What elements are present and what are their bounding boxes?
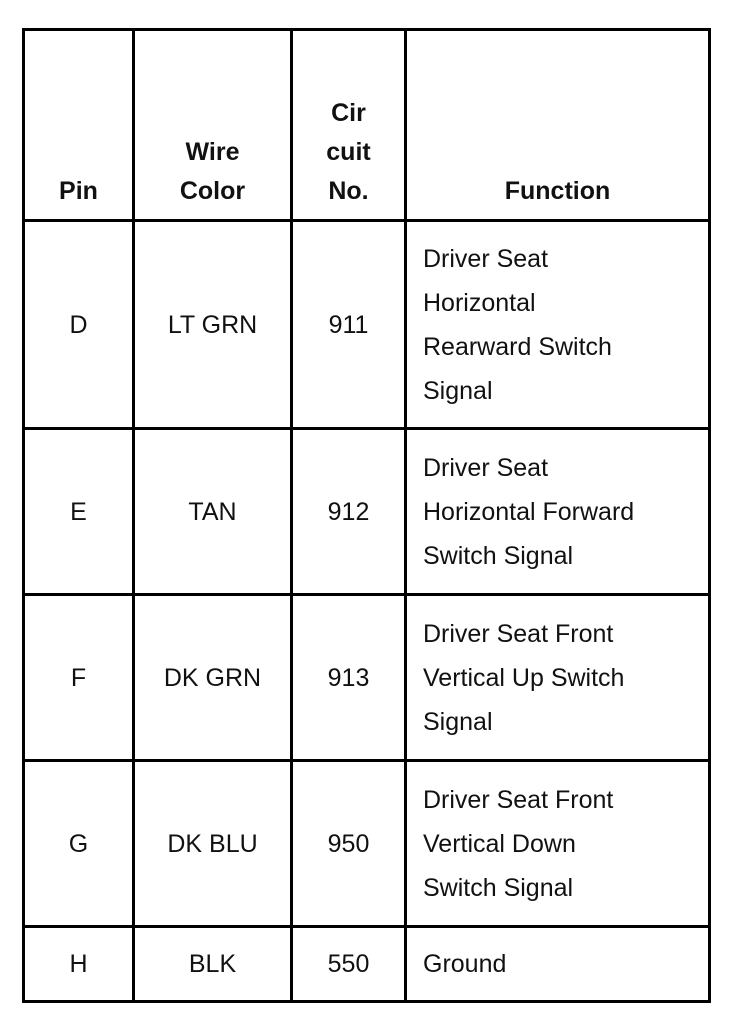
table-row [24, 927, 710, 1002]
pin-cell: G [24, 761, 134, 927]
pin-cell: E [24, 429, 134, 595]
header-function: Function [406, 30, 710, 221]
circuit-cell: 912 [292, 429, 406, 595]
function-cell: Driver Seat Horizontal Forward Switch Signal [406, 429, 710, 595]
table-row [24, 595, 710, 761]
header-pin: Pin [24, 30, 134, 221]
function-cell: Ground [406, 927, 710, 1002]
function-cell: Driver Seat Front Vertical Up Switch Signal [406, 595, 710, 761]
wire-color-cell: DK BLU [134, 761, 292, 927]
table-row [24, 221, 710, 429]
circuit-cell: 950 [292, 761, 406, 927]
header-wire-color: Wire Color [134, 30, 292, 221]
pin-cell: F [24, 595, 134, 761]
header-circuit-number: Cir cuit No. [292, 30, 406, 221]
function-cell: Driver Seat Front Vertical Down Switch Signal [406, 761, 710, 927]
function-cell: Driver Seat Horizontal Rearward Switch Signal [406, 221, 710, 429]
wire-color-cell: TAN [134, 429, 292, 595]
table-row [24, 761, 710, 927]
pin-cell: H [24, 927, 134, 1002]
circuit-cell: 911 [292, 221, 406, 429]
table-row [24, 429, 710, 595]
circuit-cell: 550 [292, 927, 406, 1002]
circuit-cell: 913 [292, 595, 406, 761]
header-row [24, 30, 710, 221]
pin-cell: D [24, 221, 134, 429]
wire-color-cell: LT GRN [134, 221, 292, 429]
connector-pinout-table [22, 28, 711, 1003]
wire-color-cell: DK GRN [134, 595, 292, 761]
wire-color-cell: BLK [134, 927, 292, 1002]
